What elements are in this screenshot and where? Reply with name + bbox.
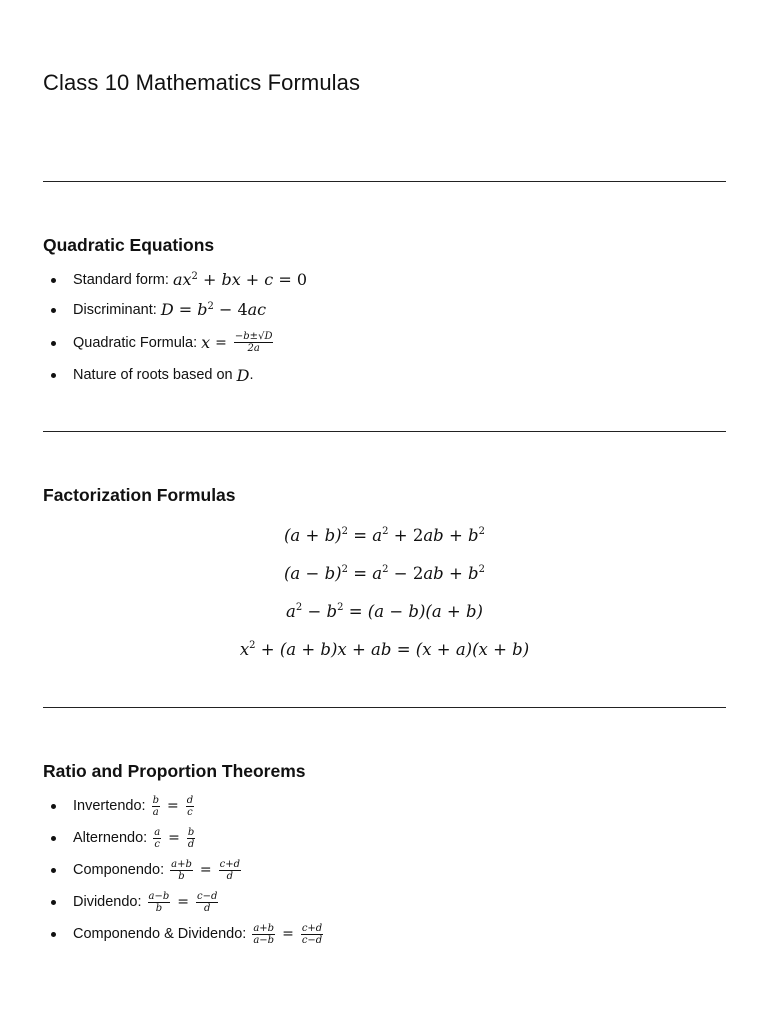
section-heading-factorization: Factorization Formulas xyxy=(43,485,236,505)
equation-square-of-difference: $(a - b)^2 = a^2 - 2ab + b^2$ xyxy=(284,564,485,583)
item-suffix: . xyxy=(249,367,254,383)
list-item-invertendo xyxy=(43,790,325,822)
equals-sign: = xyxy=(215,334,227,351)
item-label: Standard form: xyxy=(73,271,173,288)
fraction-numerator: b xyxy=(152,794,159,806)
equation-difference-of-squares: $a^2 - b^2 = (a - b)(a + b)$ xyxy=(286,602,483,621)
item-label: Quadratic Formula: xyxy=(73,334,202,351)
divider xyxy=(43,181,726,182)
fraction-right xyxy=(196,891,218,914)
item-label: Alternendo: xyxy=(73,830,152,846)
fraction-numerator: a−b xyxy=(148,890,170,902)
equals-sign: = xyxy=(168,830,180,846)
fraction-numerator: −b±√D xyxy=(234,331,273,342)
page-title: Class 10 Mathematics Formulas xyxy=(43,70,361,95)
fraction-denominator: d xyxy=(187,838,195,850)
fraction-denominator: d xyxy=(204,902,211,914)
fraction-right xyxy=(186,795,194,818)
fraction-denominator: c xyxy=(154,838,160,850)
list-item-alternendo xyxy=(43,822,325,854)
list-item-dividendo xyxy=(43,886,325,918)
fraction-numerator: c+d xyxy=(219,858,240,870)
fraction-denominator: b xyxy=(155,902,163,914)
fraction-left xyxy=(170,859,193,882)
divider xyxy=(43,707,726,708)
factorization-equations xyxy=(43,520,726,672)
fraction-denominator: b xyxy=(178,870,185,882)
divider xyxy=(43,431,726,432)
fraction-denominator: c−d xyxy=(301,934,323,946)
fraction-left xyxy=(148,891,171,914)
formula-standard-form: $ax^2$ + bx + c = 0 xyxy=(172,270,308,289)
formula-discriminant: $D = b^2 - 4ac$ xyxy=(160,300,267,319)
equation-product-of-binomials: $x^2 + (a + b)x$ + ab = (x + a)(x + b) xyxy=(239,640,530,659)
fraction-numerator: a+b xyxy=(253,922,275,934)
list-item-nature-of-roots xyxy=(43,360,307,390)
section-heading-ratio: Ratio and Proportion Theorems xyxy=(43,761,306,781)
fraction-numerator: c−d xyxy=(197,890,218,902)
formula-d: D xyxy=(236,365,250,385)
fraction-denominator: 2a xyxy=(247,343,260,354)
fraction-denominator: a xyxy=(152,806,159,818)
item-label: Invertendo: xyxy=(73,798,150,814)
equals-sign: = xyxy=(166,798,179,814)
equals-sign: = xyxy=(282,926,294,942)
fraction-left xyxy=(252,923,275,946)
fraction-right xyxy=(301,923,323,946)
list-item-standard-form xyxy=(43,265,307,294)
equals-sign: = xyxy=(177,894,190,910)
fraction-right xyxy=(219,859,241,882)
fraction-numerator: d xyxy=(186,794,194,806)
quadratic-formula-fraction xyxy=(234,331,274,354)
fraction-numerator: a+b xyxy=(171,858,192,870)
item-label: Componendo: xyxy=(73,862,169,878)
item-label: Discriminant: xyxy=(73,301,161,318)
fraction-numerator: a xyxy=(154,826,161,838)
fraction-left xyxy=(153,827,161,850)
formula-lhs: x xyxy=(201,333,211,352)
item-label: Nature of roots based on xyxy=(73,367,237,383)
fraction-left xyxy=(152,795,160,818)
equation-square-of-sum: $(a + b)^2 = a^2 + 2ab + b^2$ xyxy=(284,526,485,545)
equals-sign: = xyxy=(199,862,212,878)
section-heading-quadratic: Quadratic Equations xyxy=(43,235,215,255)
fraction-denominator: d xyxy=(226,870,233,882)
fraction-right xyxy=(187,827,195,850)
item-label: Componendo & Dividendo: xyxy=(73,926,251,942)
quadratic-list xyxy=(43,265,307,390)
list-item-componendo-dividendo xyxy=(43,918,325,950)
fraction-denominator: c xyxy=(187,806,193,818)
list-item-discriminant xyxy=(43,294,307,325)
item-label: Dividendo: xyxy=(73,894,146,910)
fraction-denominator: a−b xyxy=(253,934,275,946)
fraction-numerator: c+d xyxy=(301,922,323,934)
fraction-numerator: b xyxy=(187,826,195,838)
list-item-quadratic-formula xyxy=(43,325,307,360)
ratio-list xyxy=(43,790,325,950)
list-item-componendo xyxy=(43,854,325,886)
